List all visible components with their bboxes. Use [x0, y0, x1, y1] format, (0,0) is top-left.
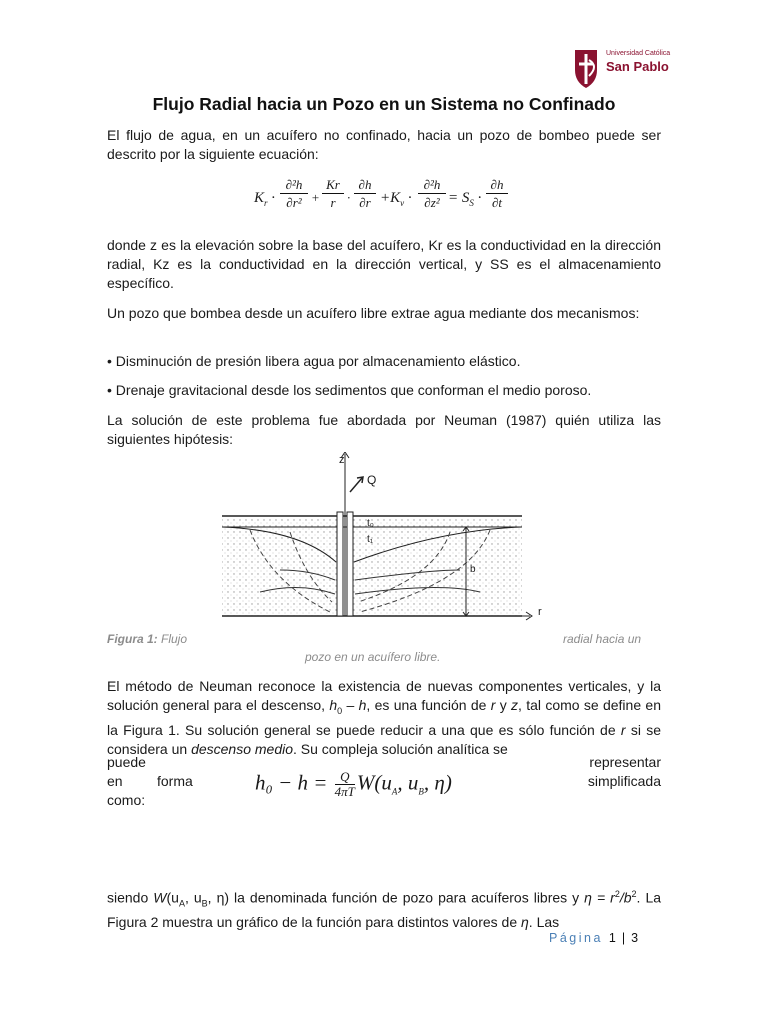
definitions-paragraph: donde z es la elevación sobre la base del acuífero, Kr es la conductividad en la dirección radial, Kz es la conductividad en la dirección vertical, y SS es el almacenamiento específico.: [107, 237, 661, 291]
word-forma: forma: [157, 773, 193, 789]
page-title: Flujo Radial hacia un Pozo en un Sistema no Confinado: [152, 94, 616, 114]
label-r: r: [538, 606, 542, 618]
label-t1: t₁: [367, 534, 374, 545]
siendo-paragraph: siendo $W(u_A$, $u_B$, η) la denominada función de pozo para acuíferos libres y $\eta = r^2/b^2$. La Figura 2 muestra un gráfico de la función para distintos valores de η. Las: [107, 889, 662, 931]
eq-frac5: $\frac{\partial h}{\partial t}$: [486, 176, 508, 211]
eq-frac2: $\frac{Kr}{r}$: [322, 176, 344, 211]
figure-caption-line2: pozo en un acuífero libre.: [305, 650, 441, 664]
university-logo: [572, 46, 671, 92]
neuman-paragraph: La solución de este problema fue abordada por Neuman (1987) quién utiliza las siguientes hipótesis:: [107, 412, 661, 447]
word-en: en: [107, 773, 123, 789]
bullet-drainage: • Drenaje gravitacional desde los sedimentos que conforman el medio poroso.: [107, 382, 592, 398]
eq-frac4: $\frac{\text{∂²h}}{\text{∂z²}}$: [418, 176, 446, 211]
figure-radial-flow: [220, 452, 550, 624]
eq-frac3: $\frac{\partial h}{\partial r}$: [354, 176, 376, 211]
label-q: Q: [367, 473, 377, 487]
simplified-equation: h₀ − h = $\frac{Q}{4\pi T}$ $W(u_A$, $u_B$, η): [255, 769, 452, 799]
eq-dot2: ·: [347, 190, 351, 205]
label-t0: t₀: [367, 518, 374, 529]
shield-logo-icon: [572, 46, 606, 92]
figure-caption-left: Figura 1: Flujo: [107, 632, 188, 646]
eq-rhs-coef: = $S_S$ ·: [448, 190, 482, 208]
page-footer: Página 1 | 3: [549, 931, 639, 945]
logo-line2: San Pablo: [606, 59, 669, 74]
figure-caption-right: radial hacia un: [563, 632, 642, 646]
label-b: b: [470, 564, 476, 575]
eq-term1-coef: $K_r$ ·: [254, 190, 276, 208]
eq-term3-coef: $+K_v$ ·: [380, 190, 412, 208]
eq2-fraction: $\frac{Q}{4\pi T}$: [334, 769, 355, 799]
label-z: z: [339, 454, 345, 466]
word-puede: puede: [107, 754, 146, 770]
logo-line1: Universidad Católica: [606, 50, 671, 57]
word-como: como:: [107, 792, 146, 808]
eq-frac1: $\frac{\text{∂²h}}{\text{∂r²}}$: [280, 176, 308, 211]
flow-equation: [250, 176, 510, 220]
method-paragraph: El método de Neuman reconoce la existencia de nuevas componentes verticales, y la solución general para el descenso, $h_0$ – h, es una función de r y z, tal como se define en la Figura 1. Su solución general se puede reducir a una que es sólo función de r si se considera un descenso medio. Su compleja solución analítica se: [107, 678, 661, 757]
intro-paragraph: El flujo de agua, en un acuífero no confinado, hacia un pozo de bombeo puede ser descrito por la siguiente ecuación:: [107, 127, 661, 162]
eq-plus1: +: [311, 190, 320, 205]
well-diagram: [220, 452, 550, 624]
word-representar: representar: [589, 754, 661, 770]
word-simplificada: simplificada: [587, 773, 661, 789]
bullet-elastic: • Disminución de presión libera agua por almacenamiento elástico.: [107, 353, 521, 369]
mechanisms-paragraph: Un pozo que bombea desde un acuífero libre extrae agua mediante dos mecanismos:: [107, 305, 640, 321]
